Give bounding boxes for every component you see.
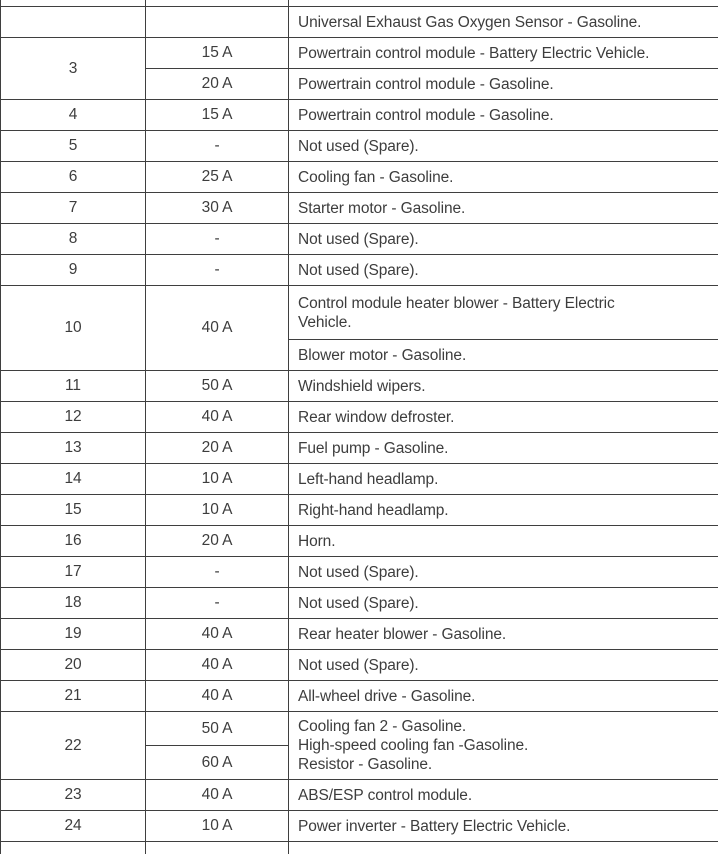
table-row <box>1 100 718 131</box>
fuse-number-cell: 11 <box>1 371 146 402</box>
amp-rating-cell: 40 A <box>146 619 289 650</box>
fuse-number-cell: 10 <box>1 286 146 371</box>
fuse-number-cell: 22 <box>1 712 146 780</box>
description-cell: Power inverter - Battery Electric Vehicle. <box>289 811 718 842</box>
amp-rating-cell: 50 A <box>146 371 289 402</box>
amp-rating-cell: - <box>146 557 289 588</box>
description-cell: Left-hand headlamp. <box>289 464 718 495</box>
fuse-number-cell: 24 <box>1 811 146 842</box>
description-cell: Fuel pump - Gasoline. <box>289 433 718 464</box>
description-cell <box>289 712 718 780</box>
amp-rating-cell: 10 A <box>146 495 289 526</box>
fuse-number-cell: 4 <box>1 100 146 131</box>
table-row <box>1 526 718 557</box>
fuse-number-cell: 8 <box>1 224 146 255</box>
fuse-number-cell: 5 <box>1 131 146 162</box>
table-row <box>1 224 718 255</box>
amp-rating-cell: 40 A <box>146 650 289 681</box>
description-cell: Rear heater blower - Gasoline. <box>289 619 718 650</box>
fuse-number-cell: 9 <box>1 255 146 286</box>
amp-rating-cell: 40 A <box>146 402 289 433</box>
amp-rating-cell: 40 A <box>146 780 289 811</box>
amp-rating-cell <box>146 7 289 38</box>
fuse-number-cell <box>1 7 146 38</box>
amp-rating-cell: 25 A <box>146 162 289 193</box>
fuse-number-cell: 12 <box>1 402 146 433</box>
fuse-number-cell: 14 <box>1 464 146 495</box>
description-cell: Not used (Spare). <box>289 650 718 681</box>
description-cell: Right-hand headlamp. <box>289 495 718 526</box>
amp-rating-cell: 15 A <box>146 38 289 69</box>
description-cell: Not used (Spare). <box>289 131 718 162</box>
table-row <box>1 650 718 681</box>
table-row <box>1 7 718 38</box>
amp-rating-cell: 20 A <box>146 433 289 464</box>
description-line: High-speed cooling fan -Gasoline. <box>298 737 529 754</box>
fuse-number-cell: 20 <box>1 650 146 681</box>
description-cell: Powertrain control module - Battery Electric Vehicle. <box>289 38 718 69</box>
description-cell: Starter motor - Gasoline. <box>289 193 718 224</box>
description-cell: Not used (Spare). <box>289 557 718 588</box>
table-row <box>1 681 718 712</box>
table-row <box>1 193 718 224</box>
description-cell: Not used (Spare). <box>289 255 718 286</box>
table-row <box>1 402 718 433</box>
fuse-number-cell: 16 <box>1 526 146 557</box>
amp-rating-cell: 40 A <box>146 681 289 712</box>
fuse-number-cell: 23 <box>1 780 146 811</box>
description-line: Cooling fan 2 - Gasoline. <box>298 718 467 735</box>
description-cell: ABS/ESP control module. <box>289 780 718 811</box>
amp-rating-cell: - <box>146 588 289 619</box>
table-row <box>1 588 718 619</box>
fuse-number-cell: 17 <box>1 557 146 588</box>
fuse-number-cell: 7 <box>1 193 146 224</box>
fuse-number-cell: 18 <box>1 588 146 619</box>
fuse-number-cell: 15 <box>1 495 146 526</box>
table-row <box>1 162 718 193</box>
amp-rating-cell: 50 A <box>146 712 289 746</box>
table-row <box>1 557 718 588</box>
fuse-number-cell: 19 <box>1 619 146 650</box>
description-cell: Cooling fan - Gasoline. <box>289 162 718 193</box>
table-row <box>1 464 718 495</box>
description-cell: All-wheel drive - Gasoline. <box>289 681 718 712</box>
description-line: Resistor - Gasoline. <box>298 756 433 773</box>
description-cell: Blower motor - Gasoline. <box>289 340 718 371</box>
fuse-number-cell: 6 <box>1 162 146 193</box>
description-cell: Horn. <box>289 526 718 557</box>
description-cell: Powertrain control module - Gasoline. <box>289 69 718 100</box>
table-row <box>1 619 718 650</box>
fuse-number-cell: 3 <box>1 38 146 100</box>
amp-rating-cell: - <box>146 131 289 162</box>
amp-rating-cell: 40 A <box>146 286 289 371</box>
description-cell: Rear window defroster. <box>289 402 718 433</box>
table-row <box>1 255 718 286</box>
table-row <box>1 712 718 746</box>
description-cell: Not used (Spare). <box>289 224 718 255</box>
table-row <box>1 286 718 340</box>
amp-rating-cell: 10 A <box>146 464 289 495</box>
amp-cell <box>146 842 289 854</box>
table-row <box>1 780 718 811</box>
description-cell: Not used (Spare). <box>289 588 718 619</box>
fuse-table-body <box>1 0 718 854</box>
amp-rating-cell: - <box>146 224 289 255</box>
partial-bottom-row <box>1 842 718 854</box>
table-row <box>1 371 718 402</box>
fuse-number-cell: 13 <box>1 433 146 464</box>
table-row <box>1 131 718 162</box>
table-row <box>1 811 718 842</box>
amp-rating-cell: 20 A <box>146 69 289 100</box>
description-cell: Windshield wipers. <box>289 371 718 402</box>
amp-rating-cell: 15 A <box>146 100 289 131</box>
table-row <box>1 38 718 69</box>
fuse-cell <box>1 842 146 854</box>
description-cell: Universal Exhaust Gas Oxygen Sensor - Gasoline. <box>289 7 718 38</box>
table-row <box>1 495 718 526</box>
description-cell: Powertrain control module - Gasoline. <box>289 100 718 131</box>
amp-rating-cell: 30 A <box>146 193 289 224</box>
amp-rating-cell: 20 A <box>146 526 289 557</box>
amp-rating-cell: 60 A <box>146 746 289 780</box>
amp-rating-cell: 10 A <box>146 811 289 842</box>
description-cell: Control module heater blower - Battery Electric Vehicle. <box>289 286 718 340</box>
table-row <box>1 433 718 464</box>
amp-rating-cell: - <box>146 255 289 286</box>
fuse-number-cell: 21 <box>1 681 146 712</box>
desc-cell <box>289 842 718 854</box>
